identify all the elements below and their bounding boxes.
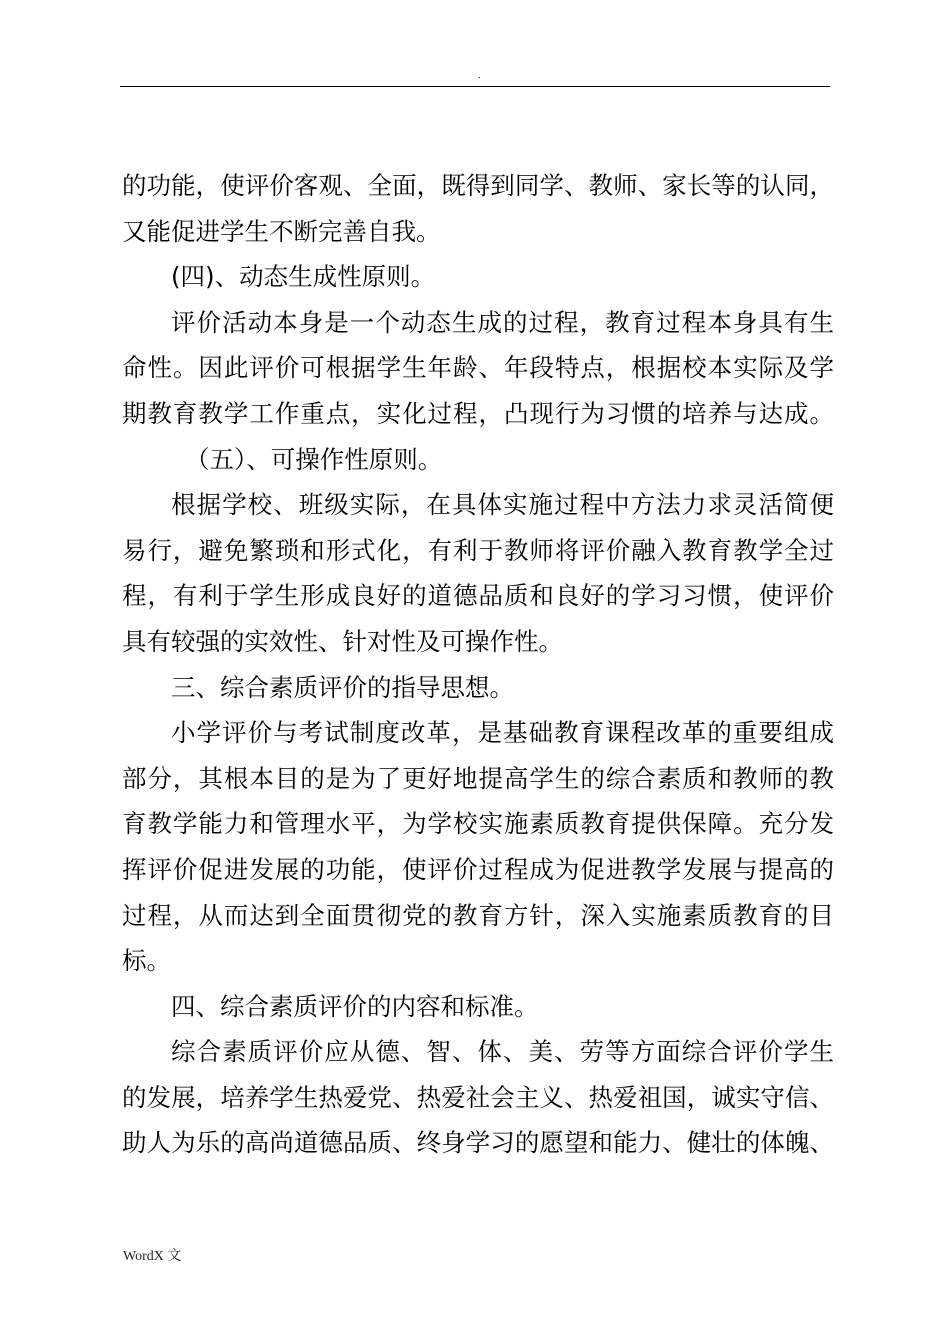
text-line: 根据学校、班级实际，在具体实施过程中方法力求灵活简便: [171, 490, 834, 520]
text-line: 综合素质评价应从德、智、体、美、劳等方面综合评价学生: [171, 1037, 834, 1067]
text-line: 标。: [122, 946, 171, 976]
text-line: 易行，避免繁琐和形式化，有利于教师将评价融入教育教学全过: [122, 535, 834, 565]
header-rule: [120, 86, 830, 87]
text-line: 部分，其根本目的是为了更好地提高学生的综合素质和教师的教: [122, 763, 834, 793]
text-line: 具有较强的实效性、针对性及可操作性。: [122, 626, 563, 656]
text-line: 期教育教学工作重点，实化过程，凸现行为习惯的培养与达成。: [122, 398, 834, 428]
text-line: 助人为乐的高尚道德品质、终身学习的愿望和能力、健壮的体魄、: [122, 1128, 834, 1158]
text-line: 四、综合素质评价的内容和标准。: [171, 991, 539, 1021]
text-line: 评价活动本身是一个动态生成的过程，教育过程本身具有生: [171, 307, 834, 337]
text-line: （五）、可操作性原则。: [185, 444, 443, 474]
text-line: 又能促进学生不断完善自我。: [122, 216, 441, 246]
text-line: 程，有利于学生形成良好的道德品质和良好的学习习惯，使评价: [122, 581, 834, 611]
header-mark: .: [478, 70, 481, 81]
text-line: 挥评价促进发展的功能，使评价过程成为促进教学发展与提高的: [122, 854, 834, 884]
text-line: 育教学能力和管理水平，为学校实施素质教育提供保障。充分发: [122, 809, 834, 839]
text-line: 命性。因此评价可根据学生年龄、年段特点，根据校本实际及学: [122, 353, 834, 383]
text-line: 的发展，培养学生热爱党、热爱社会主义、热爱祖国，诚实守信、: [122, 1082, 834, 1112]
text-line: 小学评价与考试制度改革，是基础教育课程改革的重要组成: [171, 718, 834, 748]
text-line: 三、综合素质评价的指导思想。: [171, 672, 514, 702]
text-line: (四)、动态生成性原则。: [171, 262, 436, 292]
text-line: 的功能，使评价客观、全面，既得到同学、教师、家长等的认同，: [122, 171, 834, 200]
footer-label: WordX 文: [123, 1249, 182, 1264]
document-body: [122, 163, 834, 1166]
text-line: 过程，从而达到全面贯彻党的教育方针，深入实施素质教育的目: [122, 900, 834, 930]
